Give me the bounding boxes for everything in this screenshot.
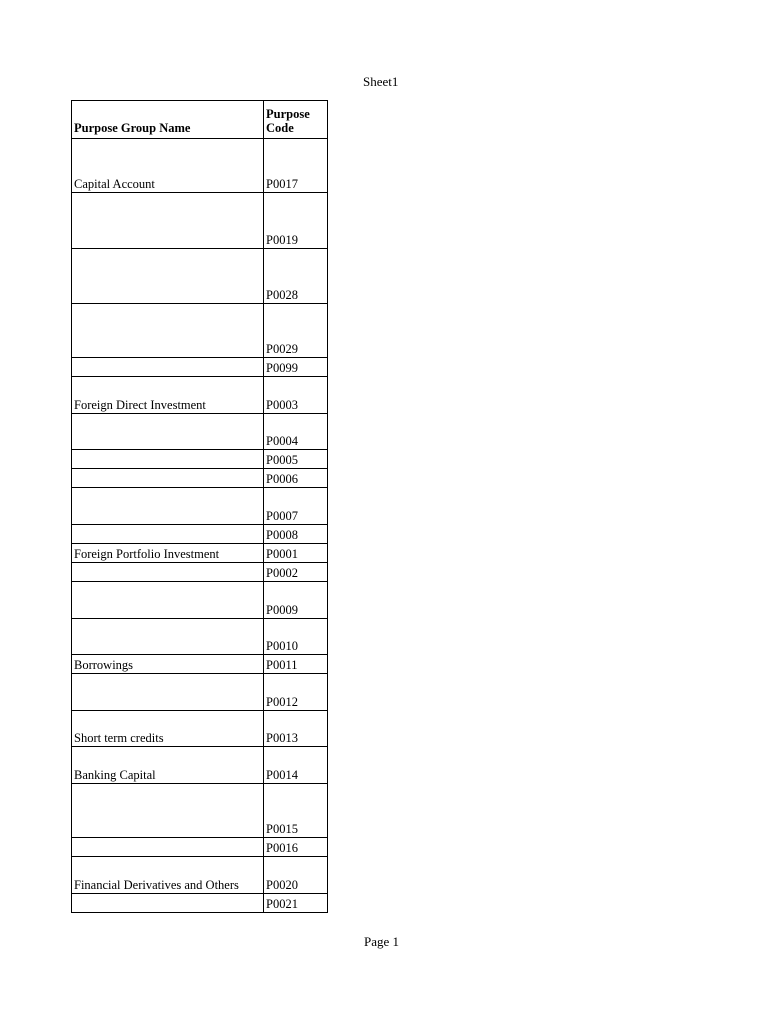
- purpose-group-name-cell: [72, 784, 264, 838]
- table-header-row: [72, 101, 328, 139]
- purpose-code-cell: P0001: [264, 544, 328, 563]
- sheet-title: Sheet1: [363, 74, 399, 89]
- purpose-code-cell: P0006: [264, 469, 328, 488]
- purpose-code-cell: P0013: [264, 711, 328, 747]
- purpose-code-cell: P0009: [264, 582, 328, 619]
- purpose-code-cell: P0010: [264, 619, 328, 655]
- purpose-group-name-cell: Capital Account: [72, 139, 264, 193]
- table-row: [72, 784, 328, 838]
- header-purpose-code: Purpose Code: [264, 101, 328, 139]
- table-row: [72, 488, 328, 525]
- purpose-group-name-cell: [72, 582, 264, 619]
- table-row: [72, 655, 328, 674]
- table-row: [72, 711, 328, 747]
- purpose-group-name-cell: [72, 563, 264, 582]
- purpose-code-cell: P0015: [264, 784, 328, 838]
- table-row: [72, 582, 328, 619]
- purpose-code-cell: P0007: [264, 488, 328, 525]
- purpose-group-name-cell: [72, 414, 264, 450]
- table-row: [72, 469, 328, 488]
- table-row: [72, 857, 328, 894]
- purpose-group-name-cell: Short term credits: [72, 711, 264, 747]
- purpose-group-name-cell: [72, 358, 264, 377]
- table-row: [72, 139, 328, 193]
- table-row: [72, 674, 328, 711]
- table-row: [72, 358, 328, 377]
- purpose-group-name-cell: [72, 488, 264, 525]
- purpose-code-cell: P0012: [264, 674, 328, 711]
- purpose-group-name-cell: Foreign Direct Investment: [72, 377, 264, 414]
- purpose-code-cell: P0021: [264, 894, 328, 913]
- purpose-code-cell: P0016: [264, 838, 328, 857]
- purpose-table: [71, 100, 328, 913]
- table-row: [72, 894, 328, 913]
- purpose-code-cell: P0011: [264, 655, 328, 674]
- purpose-group-name-cell: [72, 619, 264, 655]
- purpose-code-cell: P0099: [264, 358, 328, 377]
- table-row: [72, 304, 328, 358]
- purpose-group-name-cell: [72, 894, 264, 913]
- purpose-code-cell: P0029: [264, 304, 328, 358]
- purpose-group-name-cell: [72, 249, 264, 304]
- table-row: [72, 525, 328, 544]
- purpose-code-cell: P0002: [264, 563, 328, 582]
- purpose-code-cell: P0008: [264, 525, 328, 544]
- table-row: [72, 450, 328, 469]
- purpose-group-name-cell: [72, 450, 264, 469]
- purpose-code-cell: P0003: [264, 377, 328, 414]
- header-purpose-group-name: Purpose Group Name: [72, 101, 264, 139]
- table-row: [72, 193, 328, 249]
- purpose-group-name-cell: [72, 193, 264, 249]
- purpose-code-cell: P0004: [264, 414, 328, 450]
- table-row: [72, 619, 328, 655]
- table-row: [72, 414, 328, 450]
- table-row: [72, 747, 328, 784]
- purpose-group-name-cell: Financial Derivatives and Others: [72, 857, 264, 894]
- purpose-group-name-cell: Borrowings: [72, 655, 264, 674]
- purpose-code-cell: P0017: [264, 139, 328, 193]
- table-row: [72, 544, 328, 563]
- purpose-group-name-cell: [72, 838, 264, 857]
- purpose-group-name-cell: [72, 304, 264, 358]
- purpose-code-cell: P0028: [264, 249, 328, 304]
- purpose-group-name-cell: Foreign Portfolio Investment: [72, 544, 264, 563]
- purpose-code-cell: P0020: [264, 857, 328, 894]
- table-row: [72, 249, 328, 304]
- purpose-code-cell: P0005: [264, 450, 328, 469]
- table-row: [72, 838, 328, 857]
- table-row: [72, 377, 328, 414]
- purpose-code-cell: P0014: [264, 747, 328, 784]
- purpose-group-name-cell: [72, 525, 264, 544]
- purpose-group-name-cell: [72, 469, 264, 488]
- page-number: Page 1: [364, 934, 400, 949]
- table-row: [72, 563, 328, 582]
- purpose-group-name-cell: [72, 674, 264, 711]
- purpose-code-cell: P0019: [264, 193, 328, 249]
- purpose-group-name-cell: Banking Capital: [72, 747, 264, 784]
